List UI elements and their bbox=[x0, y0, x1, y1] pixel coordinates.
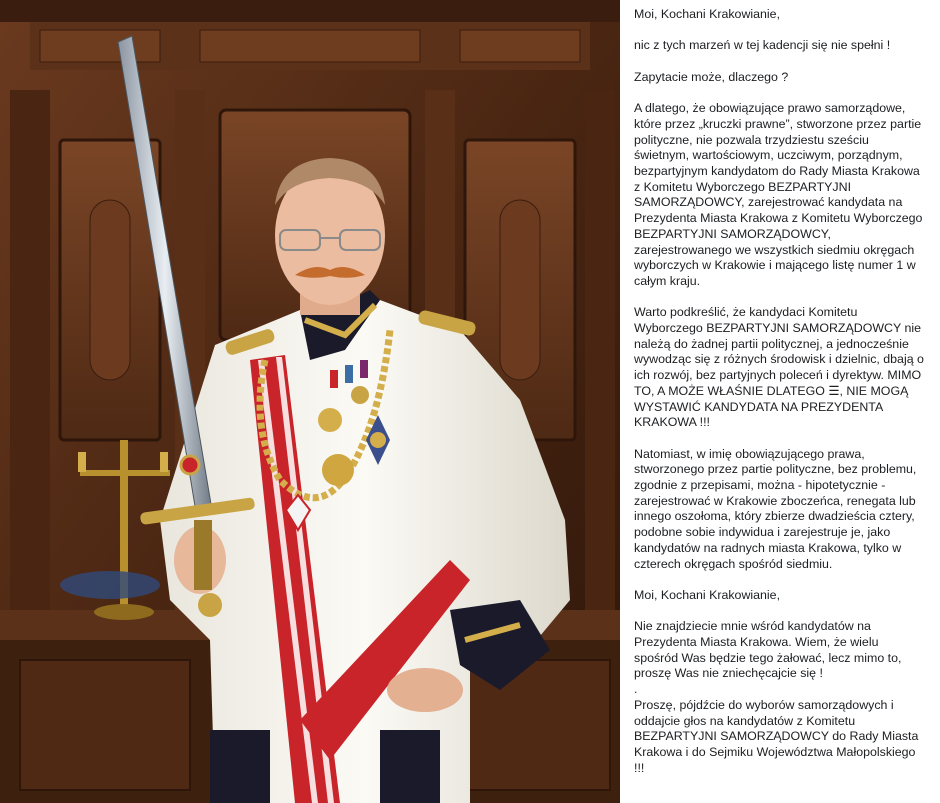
post-paragraph-question: Zapytacie może, dlaczego ? bbox=[634, 69, 789, 84]
post-paragraph-hypothetical: Natomiast, w imię obowiązującego prawa, stworzonego przez partie polityczne, bez problemu, zgodnie z przepisami, można - hipotetycznie - zarejestrować w Krakowie zboczeńca, renegata lub innego oszołoma, który zbierze dwadzieścia cztery, podobne sobie indywidua i zarejestruje je, jako kandydatów na radnych miasta Krakowa, tylko w czterech okręgach spośród siedmiu. bbox=[634, 446, 917, 571]
post-paragraph-not-candidate: Nie znajdziecie mnie wśród kandydatów na Prezydenta Miasta Krakowa. Wiem, że wielu spośród Was będzie tego żałować, lecz mimo to, proszę Was nie zniechęcajcie się ! . bbox=[634, 619, 902, 697]
post-paragraph-nonpartisan: Warto podkreślić, że kandydaci Komitetu Wyborczego BEZPARTYJNI SAMORZĄDOWCY nie należą do żadnej partii politycznej, a jednocześnie wywodząc się z różnych środowisk i dzielnic, dbają o ich rozwój, bez partyjnych poleceń i dyrektyw. MIMO TO, A MOŻE WŁAŚNIE DLATEGO ☰, NIE MOGĄ WYSTAWIĆ KANDYDATA NA PREZYDENTA KRAKOWA !!! bbox=[634, 305, 924, 430]
post-paragraph-greeting-repeat: Moi, Kochani Krakowianie, bbox=[634, 587, 781, 602]
post-paragraph-greeting: Moi, Kochani Krakowianie, bbox=[634, 7, 781, 21]
post-paragraph-call-to-vote: Proszę, pójdźcie do wyborów samorządowych i oddajcie głos na kandydatów z Komitetu BEZPARTYJNI SAMORZĄDOWCY do Rady Miasta Krakowa i do Sejmiku Województwa Małopolskiego !!! bbox=[634, 697, 919, 775]
post-paragraph-law: A dlatego, że obowiązujące prawo samorządowe, które przez „kruczki prawne”, stworzone przez partie polityczne, nie pozwala trzydziestu sześciu świetnym, wartościowym, uczciwym, porządnym, bezpartyjnym kandydatom do Rady Miasta Krakowa z Komitetu Wyborczego BEZPARTYJNI SAMORZĄDOWCY, zarejestrować kandydata na Prezydenta Miasta Krakowa z Komitetu Wyborczego BEZPARTYJNI SAMORZĄDOWCY, zarejestrowanego we wszystkich siedmiu okręgach wyborczych w Krakowie i mającego listę numer 1 w całym kraju. bbox=[634, 101, 923, 288]
post-paragraph-dreams: nic z tych marzeń w tej kadencji się nie spełni ! bbox=[634, 38, 891, 53]
post-text-panel bbox=[620, 0, 940, 803]
